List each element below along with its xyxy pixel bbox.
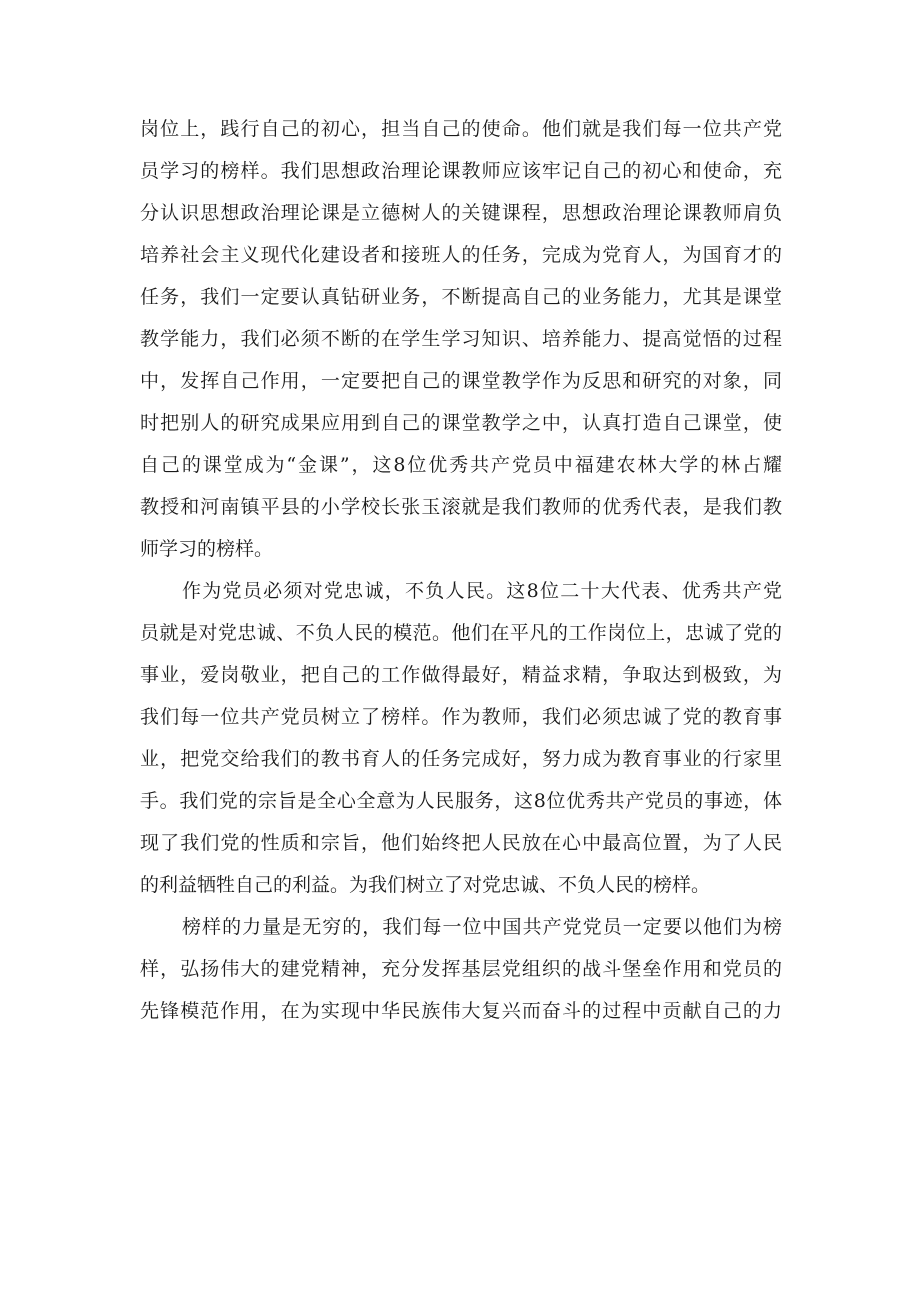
text-line: 手。我们党的宗旨是全心全意为人民服务，这8位优秀共产党员的事迹，体 (140, 790, 782, 812)
text-line: 师学习的榜样。 (140, 538, 274, 560)
text-line: 任务，我们一定要认真钻研业务，不断提高自己的业务能力，尤其是课堂 (140, 286, 782, 308)
text-line: 的利益牺牲自己的利益。为我们树立了对党忠诚、不负人民的榜样。 (140, 874, 711, 896)
text-line: 分认识思想政治理论课是立德树人的关键课程，思想政治理论课教师肩负 (140, 202, 782, 224)
text-line: 榜样的力量是无穷的，我们每一位中国共产党党员一定要以他们为榜 (182, 916, 782, 938)
paragraph-2 (140, 570, 782, 906)
body-text (140, 108, 782, 1032)
paragraph-3 (140, 906, 782, 1032)
text-line: 作为党员必须对党忠诚，不负人民。这8位二十大代表、优秀共产党 (182, 580, 782, 602)
text-line: 岗位上，践行自己的初心，担当自己的使命。他们就是我们每一位共产党 (140, 118, 782, 140)
text-line: 样，弘扬伟大的建党精神，充分发挥基层党组织的战斗堡垒作用和党员的 (140, 958, 782, 980)
text-line: 中，发挥自己作用，一定要把自己的课堂教学作为反思和研究的对象，同 (140, 370, 782, 392)
text-line: 事业，爱岗敬业，把自己的工作做得最好，精益求精，争取达到极致，为 (140, 664, 782, 686)
text-line: 教学能力，我们必须不断的在学生学习知识、培养能力、提高觉悟的过程 (140, 328, 782, 350)
text-line: 先锋模范作用，在为实现中华民族伟大复兴而奋斗的过程中贡献自己的力 (140, 1000, 782, 1022)
text-line: 培养社会主义现代化建设者和接班人的任务，完成为党育人，为国育才的 (140, 244, 782, 266)
paragraph-1 (140, 108, 782, 570)
text-line: 时把别人的研究成果应用到自己的课堂教学之中，认真打造自己课堂，使 (140, 412, 782, 434)
text-line: 我们每一位共产党员树立了榜样。作为教师，我们必须忠诚了党的教育事 (140, 706, 782, 728)
text-line: 员学习的榜样。我们思想政治理论课教师应该牢记自己的初心和使命，充 (140, 160, 782, 182)
text-line: 现了我们党的性质和宗旨，他们始终把人民放在心中最高位置，为了人民 (140, 832, 782, 854)
text-line: 自己的课堂成为“金课”，这8位优秀共产党员中福建农林大学的林占耀 (140, 454, 782, 476)
text-line: 教授和河南镇平县的小学校长张玉滚就是我们教师的优秀代表，是我们教 (140, 496, 782, 518)
text-line: 员就是对党忠诚、不负人民的模范。他们在平凡的工作岗位上，忠诚了党的 (140, 622, 782, 644)
text-line: 业，把党交给我们的教书育人的任务完成好，努力成为教育事业的行家里 (140, 748, 782, 770)
